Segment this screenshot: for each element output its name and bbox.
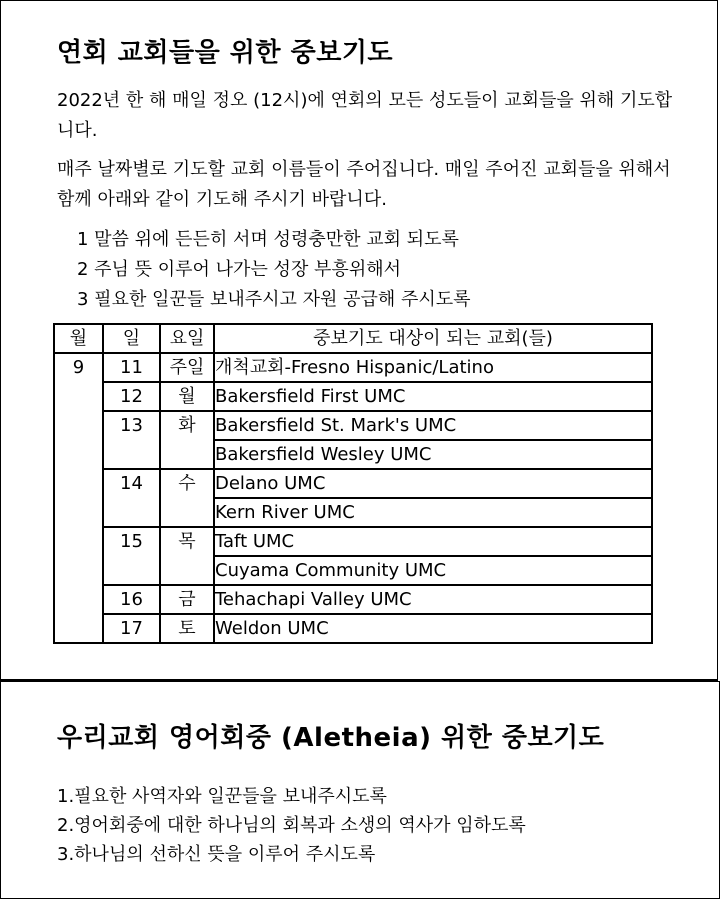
prayer-item: 2 주님 뜻 이루어 나가는 성장 부흥위해서 — [77, 259, 401, 280]
schedule-table — [53, 323, 653, 644]
header-day: 일 — [103, 324, 160, 353]
prayer-item: 1.필요한 사역자와 일꾼들을 보내주시도록 — [57, 786, 387, 807]
header-churches: 중보기도 대상이 되는 교회(들) — [214, 324, 652, 353]
day-cell: 14 — [103, 469, 160, 527]
aletheia-prayer-list — [57, 782, 526, 869]
weekday-cell: 수 — [160, 469, 214, 527]
aletheia-prayer-section — [0, 681, 720, 899]
table-row — [54, 411, 652, 440]
prayer-item: 3 필요한 일꾼들 보내주시고 자원 공급해 주시도록 — [77, 289, 471, 310]
table-row — [54, 585, 652, 614]
day-cell: 12 — [103, 382, 160, 411]
header-month: 월 — [54, 324, 103, 353]
prayer-item: 1 말씀 위에 든든히 서며 성령충만한 교회 되도록 — [77, 229, 459, 250]
instruction-paragraph: 매주 날짜별로 기도할 교회 이름들이 주어집니다. 매일 주어진 교회들을 위해서 함께 아래와 같이 기도해 주시기 바랍니다. — [57, 159, 671, 210]
section1-title: 연회 교회들을 위한 중보기도 — [57, 38, 394, 68]
day-cell: 11 — [103, 353, 160, 382]
day-cell: 16 — [103, 585, 160, 614]
prayer-list — [77, 225, 471, 315]
church-cell: Bakersfield St. Mark's UMC — [214, 411, 652, 440]
table-row — [54, 382, 652, 411]
church-cell: Bakersfield Wesley UMC — [214, 440, 652, 469]
weekday-cell: 화 — [160, 411, 214, 469]
prayer-item: 3.하나님의 선하신 뜻을 이루어 주시도록 — [57, 844, 376, 865]
weekday-cell: 월 — [160, 382, 214, 411]
church-cell: Taft UMC — [214, 527, 652, 556]
church-cell: 개척교회-Fresno Hispanic/Latino — [214, 353, 652, 382]
church-cell: Cuyama Community UMC — [214, 556, 652, 585]
church-cell: Tehachapi Valley UMC — [214, 585, 652, 614]
section2-title: 우리교회 영어회중 (Aletheia) 위한 중보기도 — [57, 723, 605, 753]
day-cell: 15 — [103, 527, 160, 585]
prayer-item: 2.영어회중에 대한 하나님의 회복과 소생의 역사가 임하도록 — [57, 815, 526, 836]
church-cell: Bakersfield First UMC — [214, 382, 652, 411]
day-cell: 17 — [103, 614, 160, 643]
table-row — [54, 614, 652, 643]
table-row — [54, 469, 652, 498]
table-header-row — [54, 324, 652, 353]
day-cell: 13 — [103, 411, 160, 469]
table-row — [54, 527, 652, 556]
month-cell: 9 — [54, 353, 103, 643]
weekday-cell: 목 — [160, 527, 214, 585]
church-cell: Kern River UMC — [214, 498, 652, 527]
header-weekday: 요일 — [160, 324, 214, 353]
weekday-cell: 금 — [160, 585, 214, 614]
intro-paragraph: 2022년 한 해 매일 정오 (12시)에 연회의 모든 성도들이 교회들을 위해 기도합니다. — [57, 90, 673, 141]
church-cell: Weldon UMC — [214, 614, 652, 643]
weekday-cell: 주일 — [160, 353, 214, 382]
weekday-cell: 토 — [160, 614, 214, 643]
church-cell: Delano UMC — [214, 469, 652, 498]
table-row — [54, 353, 652, 382]
